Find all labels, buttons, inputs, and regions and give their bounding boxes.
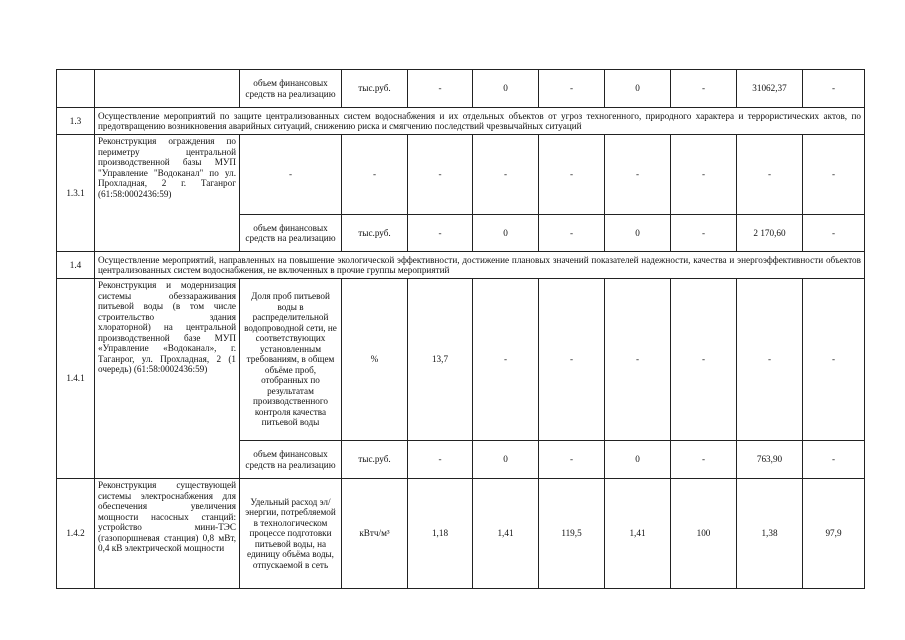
cell-indicator: объем финансовых средств на реализацию [240,215,342,252]
cell-value: 0 [473,70,539,108]
cell-value: 0 [605,215,671,252]
cell-name [95,70,240,108]
cell-value: - [671,135,737,215]
cell-value: - [539,441,605,479]
cell-indicator: - [240,135,342,215]
cell-value: - [408,70,473,108]
cell-value: - [803,279,865,441]
cell-value: - [539,215,605,252]
cell-value: 100 [671,479,737,589]
cell-unit: кВтч/м³ [342,479,408,589]
cell-value: 2 170,60 [737,215,803,252]
cell-unit: - [342,135,408,215]
section-text: Осуществление мероприятий, направленных на повышение экологической эффективности, достижение плановых значений показателей надежности, качества и энергоэффективности объектов централизованных систем водоснабжения, не включенных в прочие группы мероприятий [95,252,865,279]
cell-value: - [605,135,671,215]
cell-value: 13,7 [408,279,473,441]
cell-indicator: Удельный расход эл/энергии, потребляемой в технологическом процессе подготовки питьевой воды, на единицу объёма воды, отпускаемой в сеть [240,479,342,589]
cell-value: - [671,215,737,252]
cell-value: - [408,135,473,215]
cell-indicator: Доля проб питьевой воды в распределительной водопроводной сети, не соответствующих установленным требованиям, в общем объёме проб, отобранных по результатам производственного контроля качества питьевой воды [240,279,342,441]
cell-name: Реконструкция ограждения по периметру центральной производственной базы МУП "Управление "Водоканал" по ул. Прохладная, 2 г. Таганрог (61:58:0002436:59) [95,135,240,252]
cell-unit: тыс.руб. [342,441,408,479]
cell-num: 1.4.1 [57,279,95,479]
section-num: 1.3 [57,108,95,135]
cell-value: 97,9 [803,479,865,589]
table-row [57,279,865,441]
cell-unit: тыс.руб. [342,215,408,252]
cell-value: 1,38 [737,479,803,589]
cell-num [57,70,95,108]
cell-unit: тыс.руб. [342,70,408,108]
cell-value: - [803,215,865,252]
section-row [57,108,865,135]
cell-name: Реконструкция и модернизация системы обеззараживания питьевой воды (в том числе строительство здания хлораторной) на центральной производственной базе МУП «Управление «Водоканал», г. Таганрог, ул. Прохладная, 2 (1 очередь) (61:58:0002436:59) [95,279,240,479]
table-row [57,479,865,589]
cell-indicator: объем финансовых средств на реализацию [240,441,342,479]
cell-value: 119,5 [539,479,605,589]
cell-value: 1,41 [605,479,671,589]
measures-table [56,69,865,589]
cell-value: - [539,279,605,441]
cell-value: - [473,279,539,441]
cell-value: 0 [605,70,671,108]
cell-value: 0 [473,441,539,479]
cell-value: 1,41 [473,479,539,589]
cell-value: 31062,37 [737,70,803,108]
cell-value: 1,18 [408,479,473,589]
cell-value: - [671,441,737,479]
cell-value: - [408,215,473,252]
cell-value: - [737,279,803,441]
cell-value: - [671,70,737,108]
cell-value: - [605,279,671,441]
cell-value: 0 [605,441,671,479]
section-num: 1.4 [57,252,95,279]
cell-value: - [473,135,539,215]
table-row [57,135,865,215]
table-row [57,70,865,108]
cell-indicator: объем финансовых средств на реализацию [240,70,342,108]
cell-value: - [803,135,865,215]
cell-unit: % [342,279,408,441]
cell-value: - [803,441,865,479]
cell-value: - [737,135,803,215]
cell-value: - [408,441,473,479]
section-row [57,252,865,279]
cell-value: - [539,135,605,215]
cell-value: 763,90 [737,441,803,479]
cell-value: - [803,70,865,108]
cell-num: 1.4.2 [57,479,95,589]
section-text: Осуществление мероприятий по защите централизованных систем водоснабжения и их отдельных объектов от угроз техногенного, природного характера и террористических актов, по предотвращению возникновения аварийных ситуаций, снижению риска и смягчению последствий чрезвычайных ситуаций [95,108,865,135]
cell-value: 0 [473,215,539,252]
cell-name: Реконструкция существующей системы электроснабжения для обеспечения увеличения мощности насосных станций: устройство мини-ТЭС (газопоршневая станция) 0,8 мВт, 0,4 кВ электрической мощности [95,479,240,589]
cell-num: 1.3.1 [57,135,95,252]
cell-value: - [671,279,737,441]
cell-value: - [539,70,605,108]
